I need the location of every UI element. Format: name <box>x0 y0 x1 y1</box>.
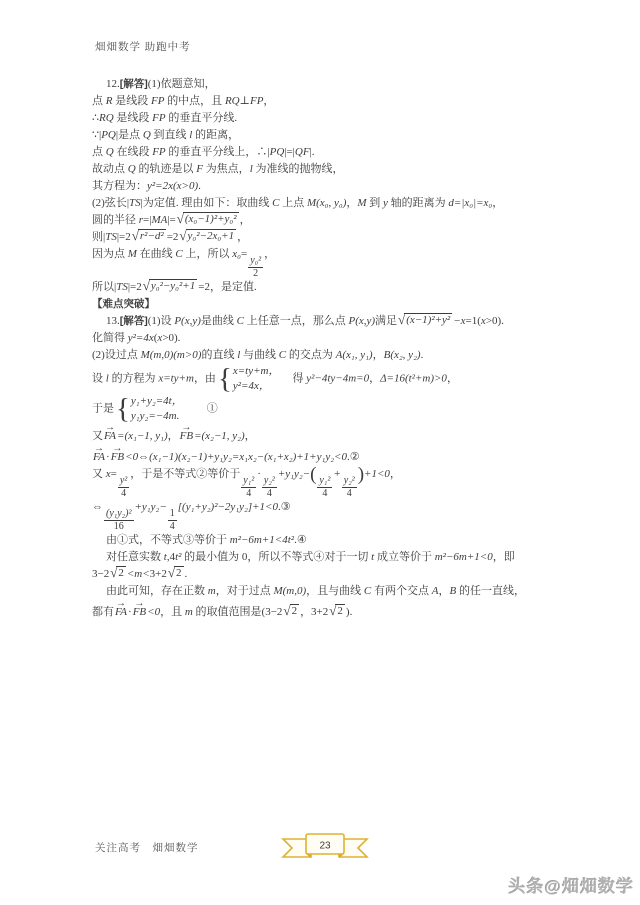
page-number: 23 <box>319 840 331 852</box>
text-line: 又FA →=(x₁−1, y₁)，FB →=(x₂−1, y₂)， <box>92 424 602 445</box>
text-line: 都有FA →·FB →<0，且 m 的取值范围是(3−2 √ 2 ，3+2 √ 2 ). <box>92 600 602 621</box>
text-line: ∵|PQ|是点 Q 到直线 l 的距离， <box>92 129 240 141</box>
text-line: 圆的半径 r=|MA|= √ (x₀−1)²+y₀² ， <box>92 212 602 229</box>
text-line: (2)弦长|TS|为定值. 理由如下：取曲线 C 上点 M(x₀, y₀)，M 到 y 轴的距离为 d=|x₀|=x₀， <box>92 197 504 209</box>
text-line: ∴RQ 是线段 FP 的垂直平分线. <box>92 112 238 124</box>
text-line: 3−2 √ 2 <m<3+2 √ 2 . <box>92 566 602 583</box>
text-line: 点 Q 在线段 FP 的垂直平分线上，∴|PQ|=|QF|. <box>92 146 315 158</box>
page-number-ribbon <box>281 831 369 861</box>
text-line: 设 l 的方程为 x=ty+m，由 { x=ty+m， y²=4x， 得 y²−4ty−4m=0，Δ=16(t²+m)>0， <box>92 364 602 394</box>
section-label: 【难点突破】 <box>92 298 155 310</box>
text-line: 故动点 Q 的轨迹是以 F 为焦点，l 为准线的抛物线， <box>92 163 344 175</box>
text-line: 于是 { y₁+y₂=4t， y₁y₂=−4m. ① <box>92 394 602 424</box>
text-line: (2)设过点 M(m,0)(m>0)的直线 l 与曲线 C 的交点为 A(x₁, y₁)，B(x₂, y₂). <box>92 349 424 361</box>
footer-brand: 关注高考 畑畑数学 <box>95 843 199 854</box>
watermark-toutiao-brand: 头条@畑畑数学 <box>508 877 634 896</box>
text-line: ⇔ $\frac{\text{(y₁y₂)²}}{16}$ +y₁y₂− $\frac{1}{4}$ [(y₁+y₂)²−2y₁y₂]+1<0.③ <box>92 501 291 532</box>
text-line: 对任意实数 t,4t² 的最小值为 0，所以不等式④对于一切 t 成立等价于 m²−6m+1<0，即 <box>106 551 515 563</box>
text-line: 又 x= $\frac{\text{y²}}{4}$ ，于是不等式②等价于 $\frac{\text{y₁²}}{4}$ · $\frac{\text{y₂²}}{4}$ +y₁y₂−( $\frac{\text{y₁²}}{4}$ + $\frac{\text{y₂²}}{4}$ )+1<0， <box>92 464 401 499</box>
text-line: 13.[解答](1)设 P(x,y)是曲线 C 上任意一点，那么点 P(x,y)满足 √ (x−1)²+y² −x=1(x>0). <box>92 313 602 330</box>
text-line: 点 R 是线段 FP 的中点，且 RQ⊥FP， <box>92 95 275 107</box>
text-line: 则|TS|=2 √ r²−d² =2 √ y₀²−2x₀+1 ， <box>92 229 602 246</box>
text-line: FA →·FB →<0⇔(x₁−1)(x₂−1)+y₁y₂=x₁x₂−(x₁+x₂)+1+y₁y₂<0.② <box>92 445 602 466</box>
text-line: 所以|TS|=2 √ y₀²−y₀²+1 =2，是定值. <box>92 279 602 296</box>
text-line: 因为点 M 在曲线 C 上，所以 x₀= $\frac{\text{y₀²}}{2}$ ， <box>92 248 276 279</box>
solution-text-body <box>92 76 602 621</box>
text-line: 化简得 y²=4x(x>0). <box>92 332 181 344</box>
page-header-brand: 畑畑数学 助跑中考 <box>95 42 191 53</box>
text-line: 其方程为：y²=2x(x>0). <box>92 180 201 192</box>
text-line: 由此可知，存在正数 m，对于过点 M(m,0)，且与曲线 C 有两个交点 A，B 的任一直线， <box>106 585 525 597</box>
text-line: 由①式，不等式③等价于 m²−6m+1<4t².④ <box>106 534 307 546</box>
text-line: 12.[解答](1)依题意知， <box>106 78 216 90</box>
